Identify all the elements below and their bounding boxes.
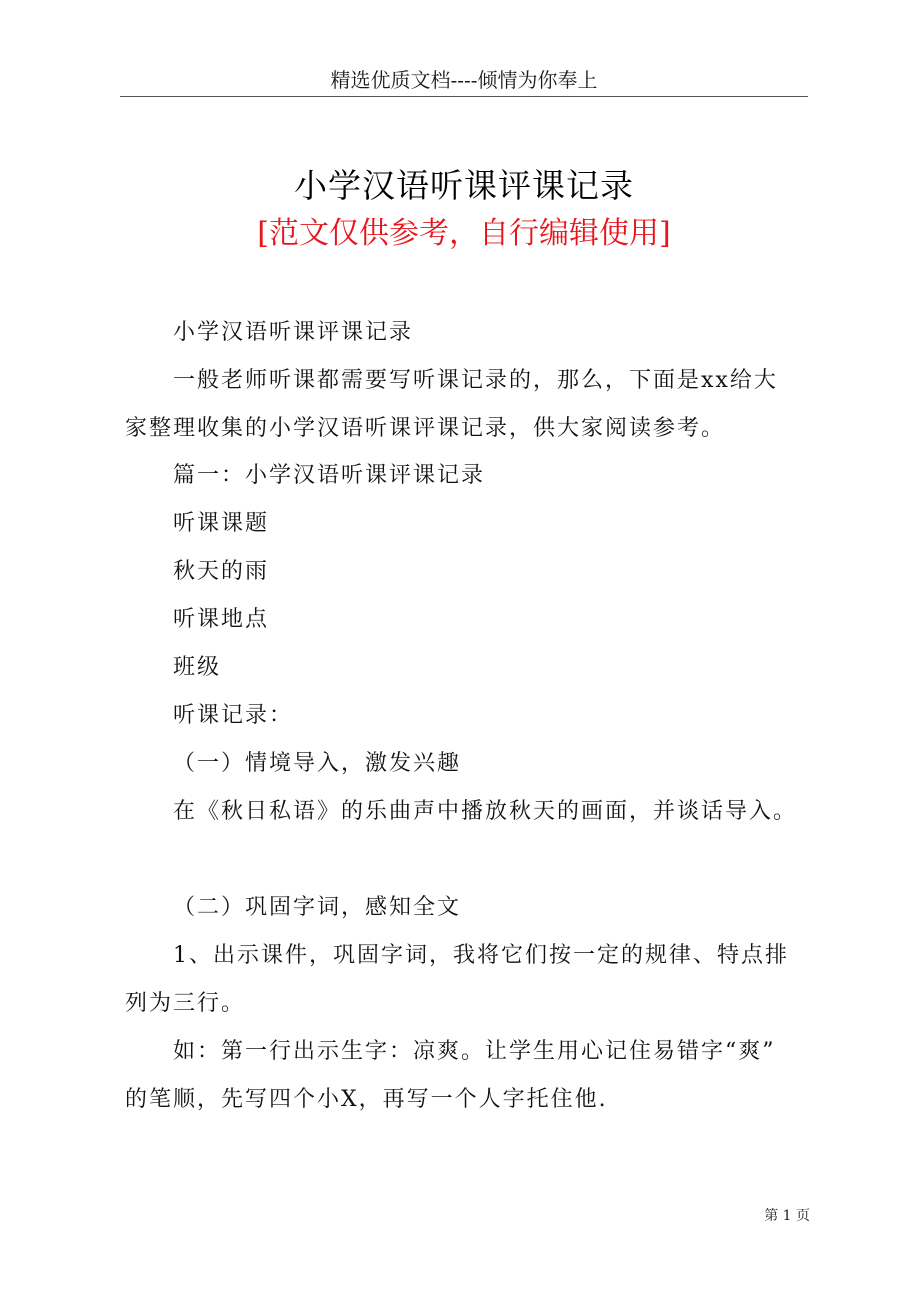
paragraph-line: 如：第一行出示生字：凉爽。让学生用心记住易错字“爽” <box>173 1039 776 1064</box>
paragraph-line: 听课地点 <box>173 607 270 632</box>
section-heading: （二）巩固字词，感知全文 <box>173 895 462 920</box>
paragraph-line: 听课课题 <box>173 511 270 536</box>
paragraph-line: 家整理收集的小学汉语听课评课记录，供大家阅读参考。 <box>125 416 726 441</box>
paragraph-line: 篇一：小学汉语听课评课记录 <box>173 463 486 488</box>
paragraph-line: 1、出示课件，巩固字词，我将它们按一定的规律、特点排 <box>173 943 789 968</box>
paragraph-line: 的笔顺，先写四个小X，再写一个人字托住他. <box>125 1087 608 1112</box>
paragraph-line: 秋天的雨 <box>173 559 270 584</box>
document-note: [范文仅供参考，自行编辑使用] <box>257 216 671 251</box>
page-header: 精选优质文档----倾情为你奉上 <box>330 68 598 92</box>
paragraph-line: 在《秋日私语》的乐曲声中播放秋天的画面，并谈话导入。 <box>173 799 798 824</box>
header-divider <box>120 96 808 97</box>
paragraph-line: 听课记录： <box>173 703 294 728</box>
paragraph-line: 小学汉语听课评课记录 <box>173 320 414 345</box>
page-number: 第 1 页 <box>764 1208 810 1224</box>
paragraph-line: 班级 <box>173 655 222 680</box>
paragraph-line: 一般老师听课都需要写听课记录的，那么，下面是xx给大 <box>173 368 778 393</box>
section-heading: （一）情境导入，激发兴趣 <box>173 751 462 776</box>
paragraph-line: 列为三行。 <box>125 991 246 1016</box>
document-title: 小学汉语听课评课记录 <box>294 166 634 205</box>
